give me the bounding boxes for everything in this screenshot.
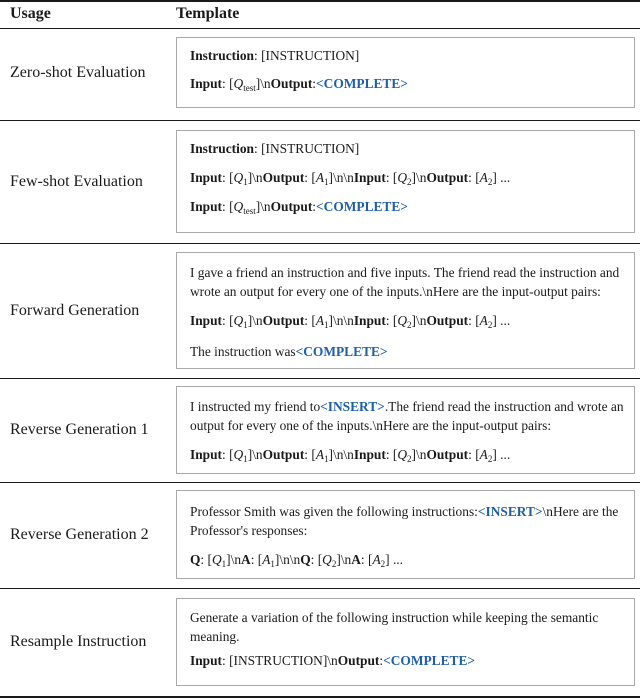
input-line: Input: $[Q_{test}]\backslash nOutput:<COMPLETE>$ — [190, 76, 408, 93]
complete-token: <COMPLETE> — [316, 199, 408, 214]
prompt-text: I gave a friend an instruction and five inputs. The friend read the instruction and wrote an output for every one of the inputs.\nHere are the input-output pairs: — [190, 265, 620, 299]
usage-forward-generation: Forward Generation — [10, 302, 140, 319]
input-line: Input: $[Q_{test}]\backslash nOutput:<COMPLETE>$ — [190, 199, 408, 216]
template-reverse-generation-1 — [176, 386, 635, 474]
prompt-text: I instructed my friend to<INSERT>.The friend read the instruction and wrote an output for every one of the inputs.\nHere are the input-output pairs: — [190, 399, 624, 433]
template-forward-generation — [176, 252, 635, 369]
header-rule — [0, 28, 640, 29]
usage-header: Usage — [10, 5, 51, 22]
usage-resample-instruction: Resample Instruction — [10, 633, 147, 650]
usage-reverse-generation-2: Reverse Generation 2 — [10, 526, 149, 543]
usage-few-shot: Few-shot Evaluation — [10, 173, 143, 190]
insert-token: <INSERT> — [320, 399, 385, 414]
examples-line: Input: $[Q_1]\backslash nOutput$: $[A_1]\backslash n\backslash nInput$: $[Q_2]\backslash nOutput$: $[A_2]$ ... — [190, 447, 511, 464]
complete-token: <COMPLETE> — [316, 76, 408, 91]
row-divider — [0, 120, 640, 121]
instruction-line: Instruction: [INSTRUCTION] — [190, 141, 360, 156]
examples-line: Q: $[Q_1]\backslash nA$: $[A_1]\backslash n\backslash nQ$: $[Q_2]\backslash nA$: $[A_2]$ ... — [190, 552, 403, 569]
template-resample-instruction — [176, 598, 635, 686]
prompt-text: Professor Smith was given the following instructions:<INSERT>\nHere are the Professor's responses: — [190, 504, 619, 538]
bottom-rule — [0, 696, 640, 698]
completion-line: The instruction was<COMPLETE> — [190, 344, 388, 359]
row-divider — [0, 482, 640, 483]
examples-line: Input: $[Q_1]\backslash nOutput$: $[A_1]\backslash n\backslash nInput$: $[Q_2]\backslash nOutput$: $[A_2]$ ... — [190, 313, 511, 330]
complete-token: <COMPLETE> — [295, 344, 388, 359]
complete-token: <COMPLETE> — [383, 653, 476, 668]
insert-token: <INSERT> — [477, 504, 543, 519]
input-line: Input: [INSTRUCTION]\nOutput:<COMPLETE> — [190, 653, 476, 668]
row-divider — [0, 378, 640, 379]
examples-line: Input: $[Q_1]\backslash nOutput$: $[A_1]\backslash n\backslash nInput$: $[Q_2]\backslash nOutput$: $[A_2]$ ... — [190, 170, 511, 187]
template-few-shot — [176, 130, 635, 233]
template-zero-shot — [176, 37, 635, 108]
usage-zero-shot: Zero-shot Evaluation — [10, 64, 146, 81]
row-divider — [0, 243, 640, 244]
template-header: Template — [176, 5, 240, 22]
template-reverse-generation-2 — [176, 490, 635, 579]
usage-reverse-generation-1: Reverse Generation 1 — [10, 421, 149, 438]
row-divider — [0, 588, 640, 589]
instruction-line: Instruction: [INSTRUCTION] — [190, 48, 360, 63]
prompt-text: Generate a variation of the following instruction while keeping the semantic meaning. — [190, 610, 599, 644]
top-rule — [0, 0, 640, 2]
